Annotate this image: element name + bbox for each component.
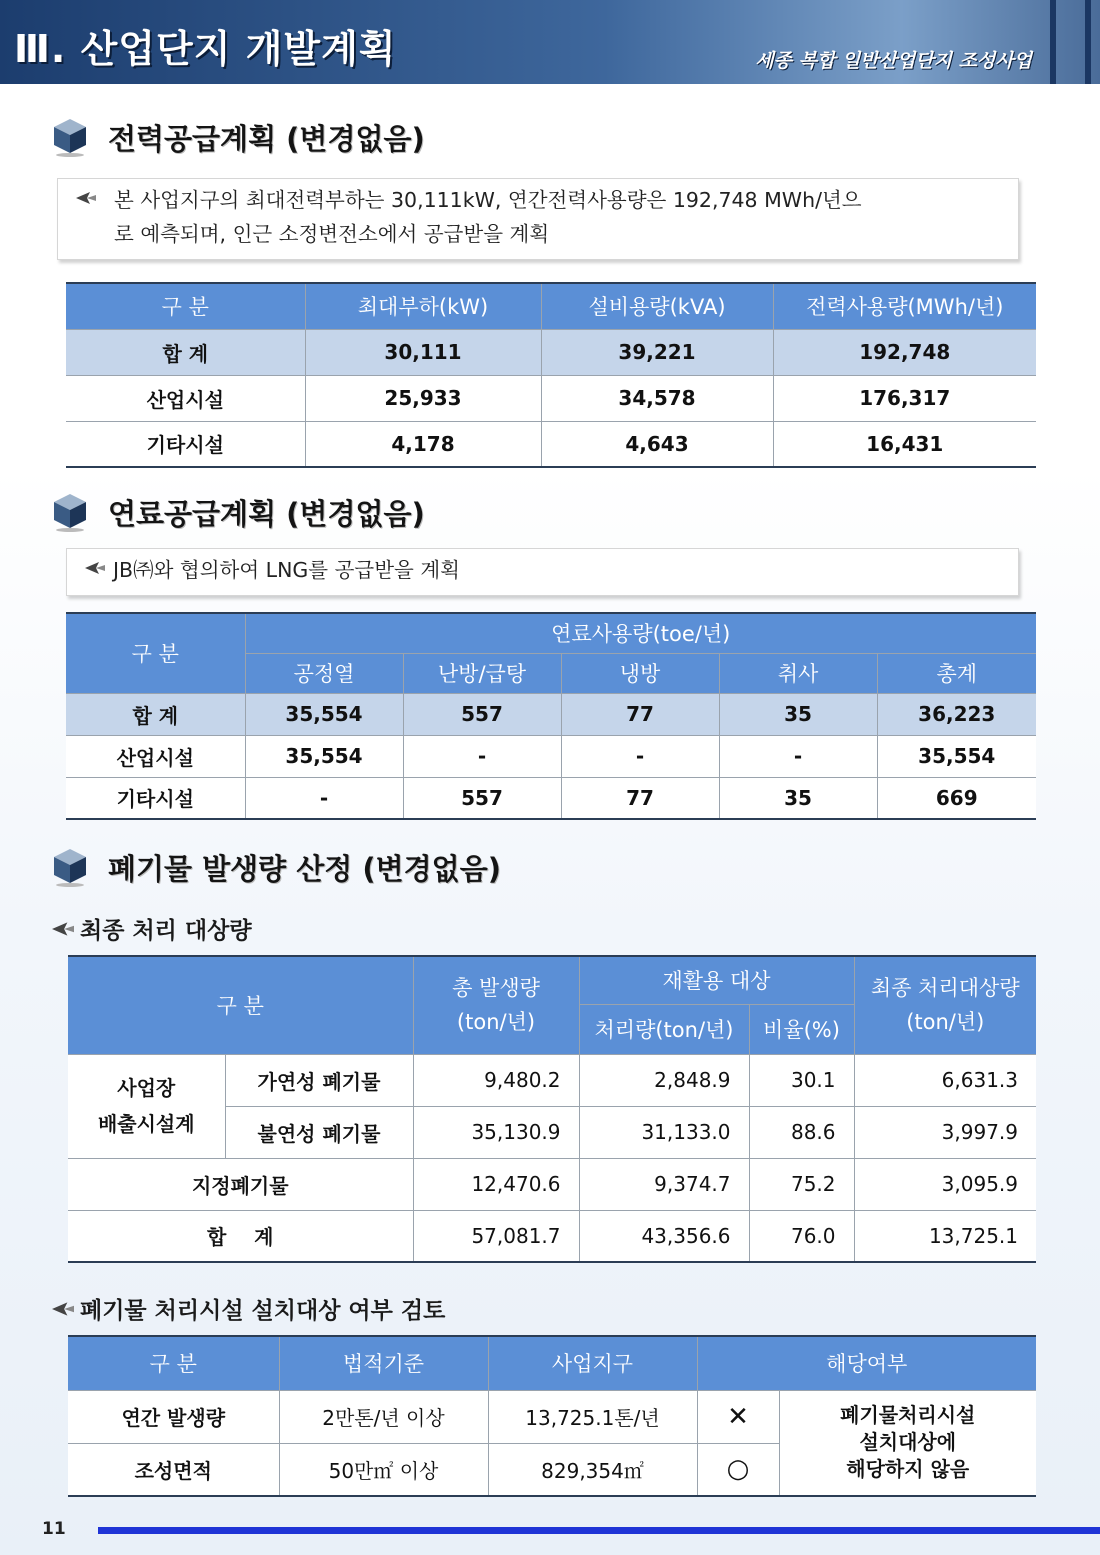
cell: 산업시설 <box>66 735 245 777</box>
cell: 6,631.3 <box>854 1054 1036 1106</box>
cell: 35 <box>719 693 877 735</box>
waste-header-total <box>413 956 579 1054</box>
cell: 669 <box>877 777 1036 819</box>
waste-group-line1: 사업장 <box>117 1076 176 1100</box>
power-table <box>66 282 1036 468</box>
cell: 합 계 <box>66 693 245 735</box>
fuel-subheader: 취사 <box>719 653 877 693</box>
cell: 557 <box>403 693 561 735</box>
page-title: Ⅲ. 산업단지 개발계획 <box>14 27 397 71</box>
waste-header-total-line1: 총 발생량 <box>452 976 540 1001</box>
waste-group-label <box>68 1054 225 1158</box>
table-row <box>66 329 1036 375</box>
waste-header-recycle: 재활용 대상 <box>579 956 854 1004</box>
cube-icon <box>52 117 88 157</box>
cell: 192,748 <box>773 329 1036 375</box>
table-row <box>68 1210 1036 1262</box>
cell: 176,317 <box>773 375 1036 421</box>
review-header-applicable: 해당여부 <box>697 1336 1036 1390</box>
cell: 36,223 <box>877 693 1036 735</box>
cell: 829,354㎡ <box>488 1443 697 1496</box>
page-number: 11 <box>42 1519 66 1539</box>
waste-header-final-line1: 최종 처리대상량 <box>870 976 1020 1001</box>
cell: 4,643 <box>541 421 773 467</box>
review-result-line1: 폐기물처리시설 <box>840 1403 976 1428</box>
cell: 30.1 <box>749 1054 854 1106</box>
cell: 75.2 <box>749 1158 854 1210</box>
cell: - <box>403 735 561 777</box>
waste-subheading-final-label: 최종 처리 대상량 <box>80 918 252 944</box>
fuel-subheader: 난방/급탕 <box>403 653 561 693</box>
cell: 지정폐기물 <box>68 1158 413 1210</box>
cell: 3,095.9 <box>854 1158 1036 1210</box>
waste-header-final <box>854 956 1036 1054</box>
arrow-bullet-icon <box>52 1302 74 1316</box>
cell: 35,130.9 <box>413 1106 579 1158</box>
waste-header-final-line2: (ton/년) <box>906 1010 985 1035</box>
cell: 12,470.6 <box>413 1158 579 1210</box>
cell: 가연성 폐기물 <box>225 1054 413 1106</box>
cell: 25,933 <box>305 375 541 421</box>
power-header-capacity: 설비용량(kVA) <box>541 283 773 329</box>
cell: 50만㎡ 이상 <box>279 1443 488 1496</box>
cell: - <box>245 777 403 819</box>
power-header-usage: 전력사용량(MWh/년) <box>773 283 1036 329</box>
waste-group-line2: 배출시설계 <box>97 1112 195 1136</box>
section-waste-label: 폐기물 발생량 산정 (변경없음) <box>108 851 501 886</box>
cell: 88.6 <box>749 1106 854 1158</box>
header-banner <box>0 0 1100 84</box>
section-fuel-label: 연료공급계획 (변경없음) <box>108 496 425 531</box>
waste-header-total-line2: (ton/년) <box>456 1010 536 1035</box>
fuel-subheader: 공정열 <box>245 653 403 693</box>
fuel-header-category: 구 분 <box>66 613 245 693</box>
power-note-line2: 로 예측되며, 인근 소정변전소에서 공급받을 계획 <box>114 222 550 246</box>
cell: 16,431 <box>773 421 1036 467</box>
review-header-criteria: 법적기준 <box>279 1336 488 1390</box>
review-result-line3: 해당하지 않음 <box>846 1457 970 1482</box>
cube-icon <box>52 492 88 532</box>
waste-header-ratio: 비율(%) <box>749 1004 854 1054</box>
section-fuel-title <box>52 490 425 534</box>
cell: 43,356.6 <box>579 1210 749 1262</box>
fuel-subheader: 냉방 <box>561 653 719 693</box>
fuel-subheader: 총계 <box>877 653 1036 693</box>
cell: - <box>561 735 719 777</box>
waste-header-category: 구 분 <box>68 956 413 1054</box>
fuel-header-group: 연료사용량(toe/년) <box>245 613 1036 653</box>
arrow-bullet-icon <box>85 562 105 574</box>
fuel-table <box>66 612 1036 820</box>
fuel-note <box>66 548 1019 596</box>
table-row <box>68 1390 1036 1443</box>
cross-mark-icon: ✕ <box>697 1390 779 1443</box>
cell: 77 <box>561 693 719 735</box>
cell: 2만톤/년 이상 <box>279 1390 488 1443</box>
table-row <box>66 375 1036 421</box>
cell: 3,997.9 <box>854 1106 1036 1158</box>
cell: 불연성 폐기물 <box>225 1106 413 1158</box>
cube-icon <box>52 847 88 887</box>
table-row <box>68 1054 1036 1106</box>
cell: 13,725.1톤/년 <box>488 1390 697 1443</box>
cell: 기타시설 <box>66 777 245 819</box>
circle-mark-icon: ○ <box>697 1443 779 1496</box>
waste-header-processed: 처리량(ton/년) <box>579 1004 749 1054</box>
cell: 기타시설 <box>66 421 305 467</box>
table-row <box>66 421 1036 467</box>
power-header-maxload: 최대부하(kW) <box>305 283 541 329</box>
review-header-category: 구 분 <box>68 1336 279 1390</box>
waste-subheading-final <box>52 912 252 945</box>
cell: 9,374.7 <box>579 1158 749 1210</box>
cell: - <box>719 735 877 777</box>
cell: 35,554 <box>245 693 403 735</box>
table-row <box>66 693 1036 735</box>
cell: 산업시설 <box>66 375 305 421</box>
arrow-bullet-icon <box>52 922 74 936</box>
power-header-category: 구 분 <box>66 283 305 329</box>
cell: 35 <box>719 777 877 819</box>
cell: 9,480.2 <box>413 1054 579 1106</box>
cell: 557 <box>403 777 561 819</box>
footer-rule <box>98 1527 1100 1534</box>
cell: 합 계 <box>68 1210 413 1262</box>
cell: 34,578 <box>541 375 773 421</box>
table-row <box>66 735 1036 777</box>
cell: 31,133.0 <box>579 1106 749 1158</box>
waste-table <box>68 955 1036 1263</box>
table-row <box>66 777 1036 819</box>
power-note <box>57 178 1019 260</box>
fuel-note-text: JB㈜와 협의하여 LNG를 공급받을 계획 <box>113 558 460 582</box>
cell: 39,221 <box>541 329 773 375</box>
header-stripe <box>1050 0 1056 84</box>
section-power-title <box>52 115 425 159</box>
cell: 연간 발생량 <box>68 1390 279 1443</box>
section-power-label: 전력공급계획 (변경없음) <box>108 121 425 156</box>
waste-review-table <box>68 1335 1036 1497</box>
project-subtitle: 세종 복합 일반산업단지 조성사업 <box>755 50 1032 72</box>
section-waste-title <box>52 845 501 889</box>
review-result <box>779 1390 1036 1496</box>
cell: 35,554 <box>877 735 1036 777</box>
cell: 57,081.7 <box>413 1210 579 1262</box>
arrow-bullet-icon <box>76 192 96 204</box>
cell: 13,725.1 <box>854 1210 1036 1262</box>
header-stripe <box>1085 0 1091 84</box>
review-header-site: 사업지구 <box>488 1336 697 1390</box>
cell: 30,111 <box>305 329 541 375</box>
cell: 76.0 <box>749 1210 854 1262</box>
cell: 2,848.9 <box>579 1054 749 1106</box>
cell: 35,554 <box>245 735 403 777</box>
power-note-line1: 본 사업지구의 최대전력부하는 30,111kW, 연간전력사용량은 192,748 MWh/년으 <box>114 188 862 212</box>
cell: 조성면적 <box>68 1443 279 1496</box>
review-result-line2: 설치대상에 <box>859 1430 957 1455</box>
cell: 4,178 <box>305 421 541 467</box>
cell: 77 <box>561 777 719 819</box>
table-row <box>68 1158 1036 1210</box>
waste-subheading-review <box>52 1292 445 1325</box>
cell: 합 계 <box>66 329 305 375</box>
waste-subheading-review-label: 폐기물 처리시설 설치대상 여부 검토 <box>80 1298 446 1324</box>
